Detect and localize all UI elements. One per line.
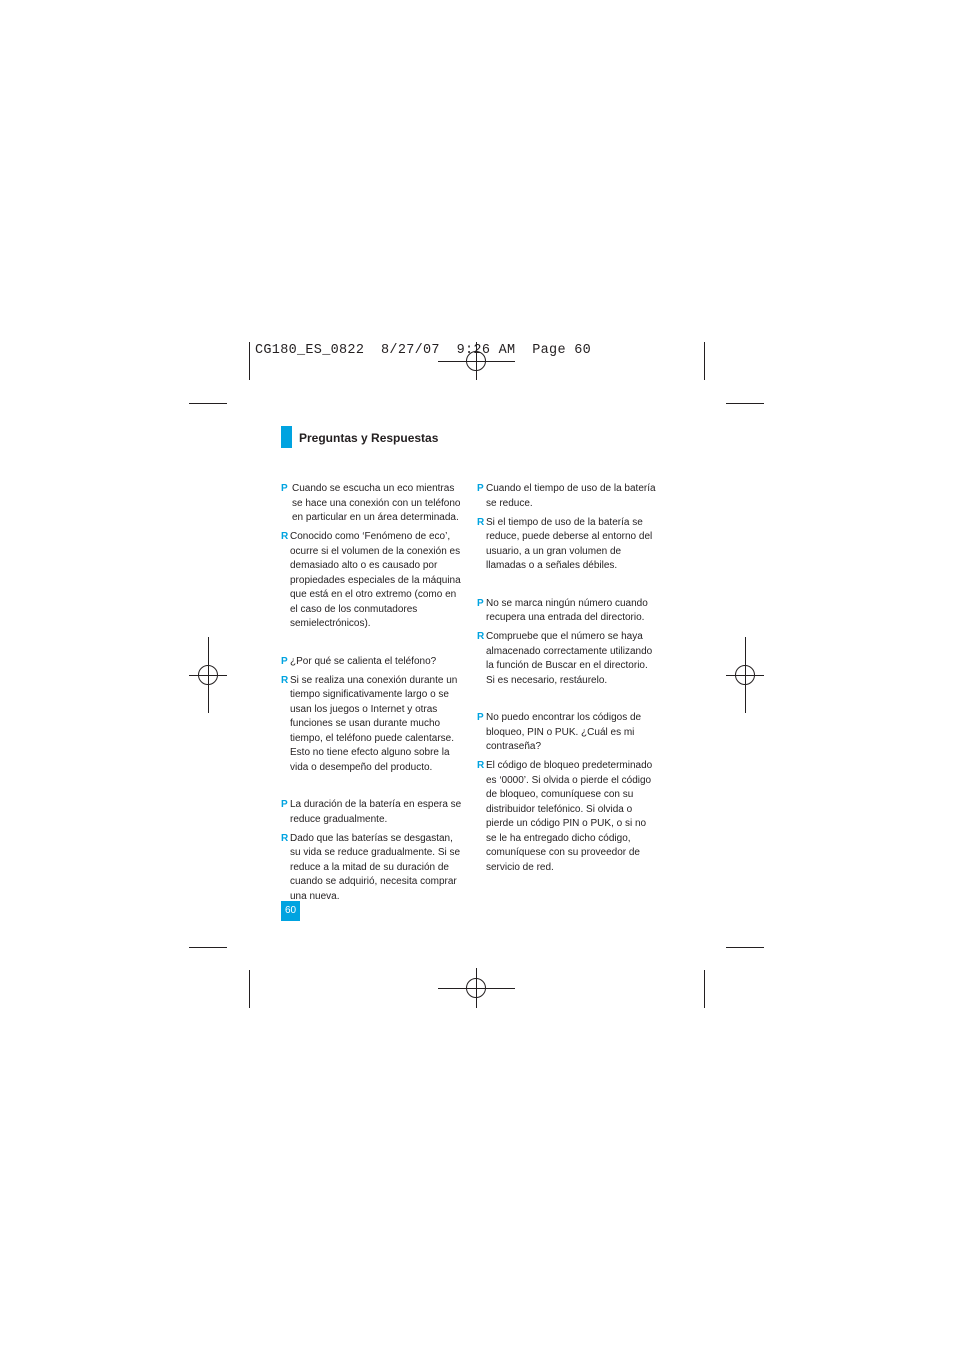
question xyxy=(477,482,659,511)
crop-mark xyxy=(189,947,227,948)
answer-label: R xyxy=(281,674,289,686)
answer-label: R xyxy=(477,631,485,642)
crop-mark xyxy=(726,947,764,948)
crop-mark xyxy=(704,970,705,1008)
question-text: ¿Por qué se calienta el teléfono? xyxy=(290,655,437,667)
question-label: P xyxy=(477,712,484,723)
question-text: No puedo encontrar los códigos de bloqueo, PIN o PUK. ¿Cuál es mi contraseña? xyxy=(486,712,642,752)
answer-text: Dado que las baterías se desgastan, su vida se reduce gradualmente. Si se reduce a la mitad de su duración de cuando se adquirió, necesita comprar una nueva. xyxy=(290,832,461,902)
question-label: P xyxy=(281,655,288,667)
question xyxy=(477,711,659,755)
answer xyxy=(281,674,463,776)
answer-label: R xyxy=(281,531,289,542)
answer-label: R xyxy=(477,516,485,528)
left-column xyxy=(281,482,463,904)
question-label: P xyxy=(281,483,288,494)
question-text: Cuando el tiempo de uso de la batería se reduce. xyxy=(486,483,656,509)
answer-text: Compruebe que el número se haya almacenado correctamente utilizando la función de Buscar en el directorio. Si es necesario, restáurelo. xyxy=(486,631,653,686)
registration-mark xyxy=(198,665,218,685)
title-accent-bar xyxy=(281,426,292,448)
question-label: P xyxy=(281,799,288,810)
answer-text: Conocido como ‘Fenómeno de eco’, ocurre si el volumen de la conexión es demasiado alto o es causado por propiedades especiales de la máquina que está en el otro extremo (como en el caso de los conmutadores semielectrónicos). xyxy=(290,531,461,629)
crop-mark xyxy=(726,403,764,404)
answer-text: Si se realiza una conexión durante un tiempo significativamente largo o se usan los juegos o Internet y otras funciones se usan durante mucho tiempo, el teléfono puede calentarse. Esto no tiene efecto alguno sobre la vida o desempeño del producto. xyxy=(290,674,458,773)
question-text: No se marca ningún número cuando recupera una entrada del directorio. xyxy=(486,597,648,623)
crop-mark xyxy=(189,403,227,404)
answer-text: Si el tiempo de uso de la batería se reduce, puede deberse al entorno del usuario, a un gran volumen de llamadas o a señales débiles. xyxy=(486,516,653,571)
question-label: P xyxy=(477,483,484,494)
question xyxy=(281,798,463,827)
question-label: P xyxy=(477,597,484,609)
answer xyxy=(281,530,463,632)
right-column xyxy=(477,482,659,875)
question xyxy=(281,482,463,526)
answer xyxy=(281,832,463,905)
crop-mark xyxy=(249,970,250,1008)
page-number: 60 xyxy=(281,901,300,921)
crop-mark xyxy=(704,342,705,380)
registration-mark xyxy=(735,665,755,685)
page-title: Preguntas y Respuestas xyxy=(299,431,439,445)
question-text: Cuando se escucha un eco mientras se hace una conexión con un teléfono en particular en un área determinada. xyxy=(292,483,461,523)
answer-text: El código de bloqueo predeterminado es ‘0000’. Si olvida o pierde el código de bloqueo, comuníquese con su distribuidor telefónico. Si olvida o pierde un código PIN o PUK, o si no se le ha entregado dicho código, comuníquese con su proveedor de servicio de red. xyxy=(486,760,653,873)
answer-label: R xyxy=(477,760,485,771)
question xyxy=(281,655,463,670)
crop-mark xyxy=(249,342,250,380)
question xyxy=(477,597,659,626)
answer xyxy=(477,630,659,688)
answer xyxy=(477,516,659,574)
print-slug: CG180_ES_0822 8/27/07 9:26 AM Page 60 xyxy=(255,343,592,358)
registration-mark xyxy=(466,978,486,998)
answer-label: R xyxy=(281,832,289,844)
question-text: La duración de la batería en espera se reduce gradualmente. xyxy=(290,799,462,825)
answer xyxy=(477,759,659,875)
